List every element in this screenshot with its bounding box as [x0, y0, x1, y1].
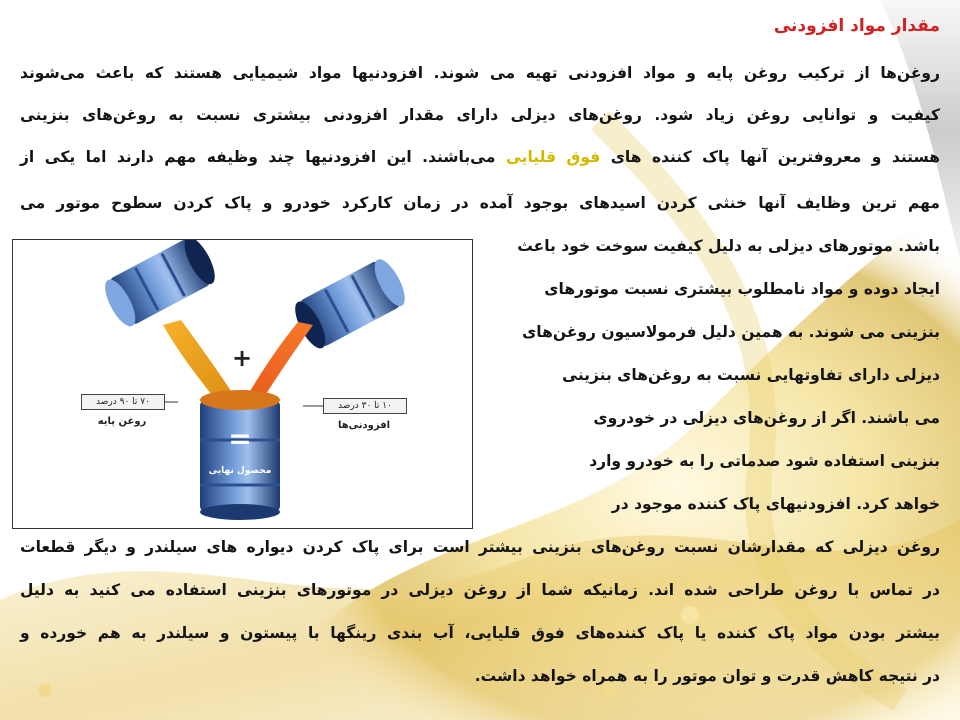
- paragraph-line: مهم ترین وظایف آنها خنثی کردن اسیدهای بوجود آمده در زمان کارکرد خودرو و پاک کردن سطوح موتور می: [20, 194, 940, 212]
- paragraph-line: در نتیجه کاهش قدرت و توان موتور را به همراه خواهد داشت.: [474, 667, 940, 685]
- paragraph-line: روغن‌ها از ترکیب روغن پایه و مواد افزودنی تهیه می شوند. افزودنیها مواد شیمیایی هستند که باعث می‌شوند: [20, 64, 940, 82]
- paragraph-line: بنزینی می شوند. به همین دلیل فرمولاسیون روغن‌های: [522, 323, 940, 341]
- additives-barrel: [289, 255, 411, 353]
- final-product-barrel: [200, 390, 280, 520]
- slide-title: مقدار مواد افزودنی: [773, 16, 940, 36]
- additives-percentage-box: ۱۰ تا ۳۰ درصد: [323, 398, 407, 414]
- equals-sign: =: [228, 422, 252, 455]
- paragraph-line: بیشتر بودن مواد پاک کننده یا پاک کننده‌های فوق قلیایی، آب بندی رینگها با پیستون و سیلندر به هم خورده و: [20, 624, 940, 642]
- highlighted-term: فوق قلیایی: [505, 148, 601, 166]
- base-oil-label: روغن پایه: [97, 416, 147, 427]
- paragraph-line-with-highlight: [20, 146, 940, 168]
- base-oil-percentage-box: ۷۰ تا ۹۰ درصد: [81, 394, 165, 410]
- paragraph-line: ایجاد دوده و مواد نامطلوب بیشتری نسبت موتورهای: [544, 280, 940, 298]
- paragraph-line: می باشند. اگر از روغن‌های دیزلی در خودروی: [593, 409, 940, 427]
- line-segment: هستند و معروفترین آنها پاک کننده های: [600, 148, 940, 166]
- barrels-illustration: [13, 240, 472, 528]
- plus-sign: +: [231, 344, 253, 372]
- additives-label: افزودنی‌ها: [337, 420, 391, 431]
- base-oil-barrel: [99, 240, 221, 331]
- final-product-label: محصول نهایی: [208, 466, 272, 476]
- oil-composition-figure: [12, 239, 473, 529]
- paragraph-line: دیزلی دارای تفاوتهایی نسبت به روغن‌های بنزینی: [562, 366, 940, 384]
- paragraph-line: باشد. موتورهای دیزلی به دلیل کیفیت سوخت خود باعث: [517, 237, 940, 255]
- paragraph-line: بنزینی استفاده شود صدماتی را به خودرو وارد: [589, 452, 940, 470]
- paragraph-line: روغن دیزلی که مقدارشان نسبت روغن‌های بنزینی بیشتر است برای پاک کردن دیواره های سیلندر و دیگر قطعات: [20, 538, 940, 556]
- paragraph-line: خواهد کرد. افزودنیهای پاک کننده موجود در: [611, 495, 940, 513]
- paragraph-line: کیفیت و توانایی روغن زیاد شود. روغن‌های دیزلی دارای مقدار افزودنی بیشتری نسبت به روغن‌های بنزینی: [20, 106, 940, 124]
- line-segment: می‌باشند. این افزودنیها چند وظیفه مهم دارند اما یکی از: [20, 148, 506, 166]
- paragraph-line: در تماس با روغن طراحی شده اند. زمانیکه شما از روغن دیزلی در موتورهای بنزینی استفاده می کنید به دلیل: [20, 581, 940, 599]
